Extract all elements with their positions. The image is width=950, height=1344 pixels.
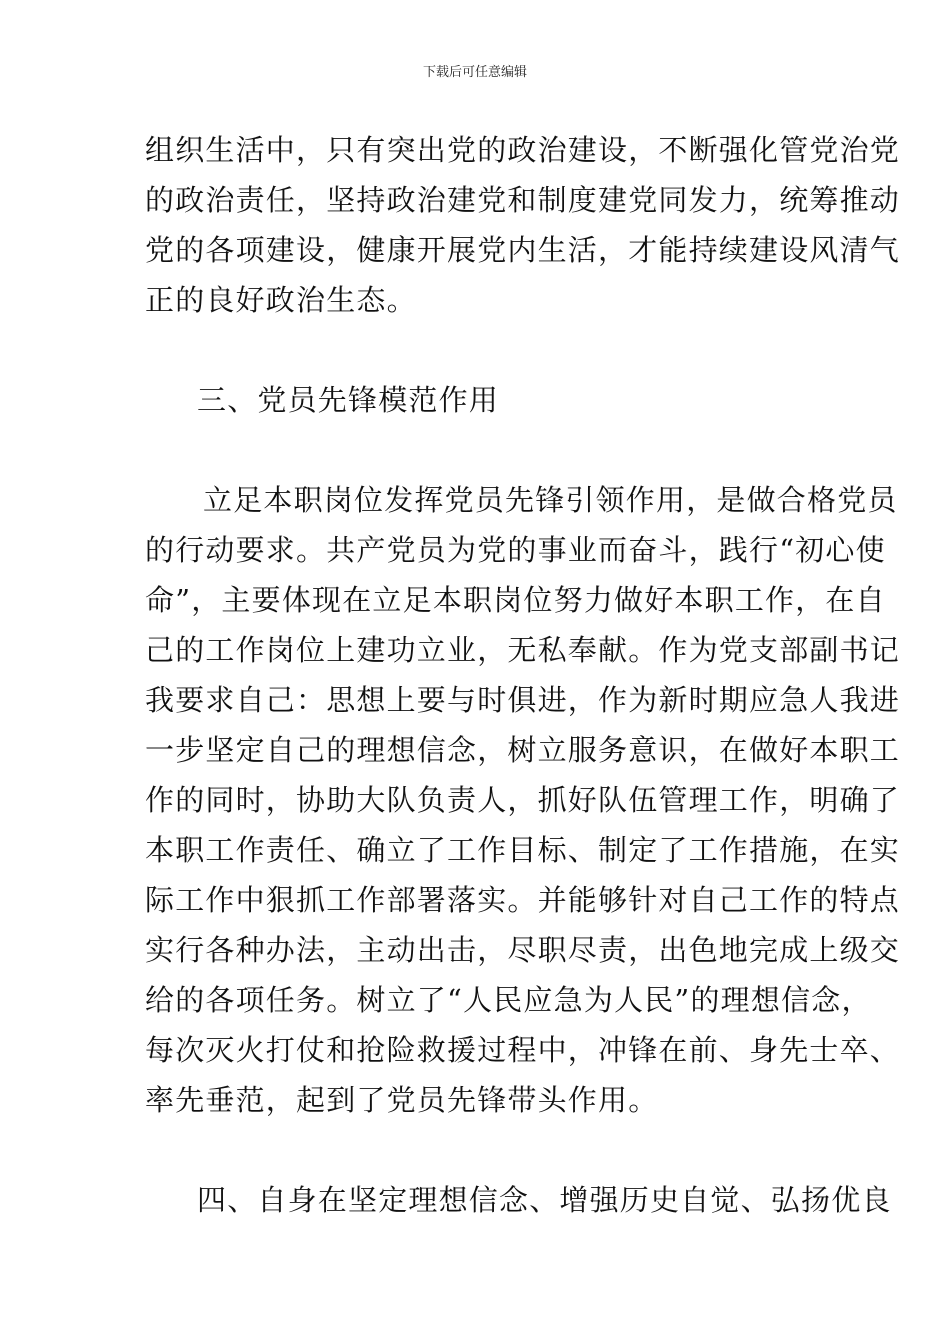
- paragraph-line: 一步坚定自己的理想信念，树立服务意识，在做好本职工: [145, 733, 901, 767]
- paragraph-line: 的行动要求。共产党员为党的事业而奋斗，践行“初心使: [145, 533, 886, 567]
- paragraph-gap: [145, 1125, 813, 1175]
- paragraph-line: 每次灭火打仗和抢险救援过程中，冲锋在前、身先士卒、: [145, 1033, 901, 1067]
- document-body: [145, 125, 901, 1225]
- paragraph-line: 立足本职岗位发挥党员先锋引领作用，是做合格党员: [203, 483, 898, 517]
- paragraph-vanguard-role: [145, 475, 901, 1125]
- paragraph-line: 组织生活中，只有突出党的政治建设，不断强化管党治党: [145, 133, 901, 167]
- paragraph-line: 我要求自己：思想上要与时俱进，作为新时期应急人我进: [145, 683, 901, 717]
- page-header: 下载后可任意编辑: [422, 65, 527, 80]
- paragraph-party-life: [145, 125, 901, 325]
- paragraph-line: 己的工作岗位上建功立业，无私奉献。作为党支部副书记: [145, 633, 901, 667]
- paragraph-gap: [145, 425, 813, 475]
- paragraph-line: 本职工作责任、确立了工作目标、制定了工作措施，在实: [145, 833, 901, 867]
- paragraph-line: 率先垂范，起到了党员先锋带头作用。: [145, 1083, 659, 1117]
- paragraph-line: 正的良好政治生态。: [145, 283, 417, 317]
- paragraph-line: 实行各种办法，主动出击，尽职尽责，出色地完成上级交: [145, 933, 901, 967]
- paragraph-line: 作的同时，协助大队负责人，抓好队伍管理工作，明确了: [145, 783, 901, 817]
- paragraph-line: 际工作中狠抓工作部署落实。并能够针对自己工作的特点: [145, 883, 901, 917]
- section-heading-4: 四、自身在坚定理想信念、增强历史自觉、弘扬优良: [197, 1183, 892, 1217]
- paragraph-gap: [145, 325, 813, 375]
- paragraph-line: 党的各项建设，健康开展党内生活，才能持续建设风清气: [145, 233, 901, 267]
- section-heading-3: 三、党员先锋模范作用: [197, 383, 500, 417]
- paragraph-line: 给的各项任务。树立了“人民应急为人民”的理想信念，: [145, 983, 872, 1017]
- paragraph-line: 的政治责任，坚持政治建党和制度建党同发力，统筹推动: [145, 183, 901, 217]
- paragraph-line: 命”，主要体现在立足本职岗位努力做好本职工作，在自: [145, 583, 886, 617]
